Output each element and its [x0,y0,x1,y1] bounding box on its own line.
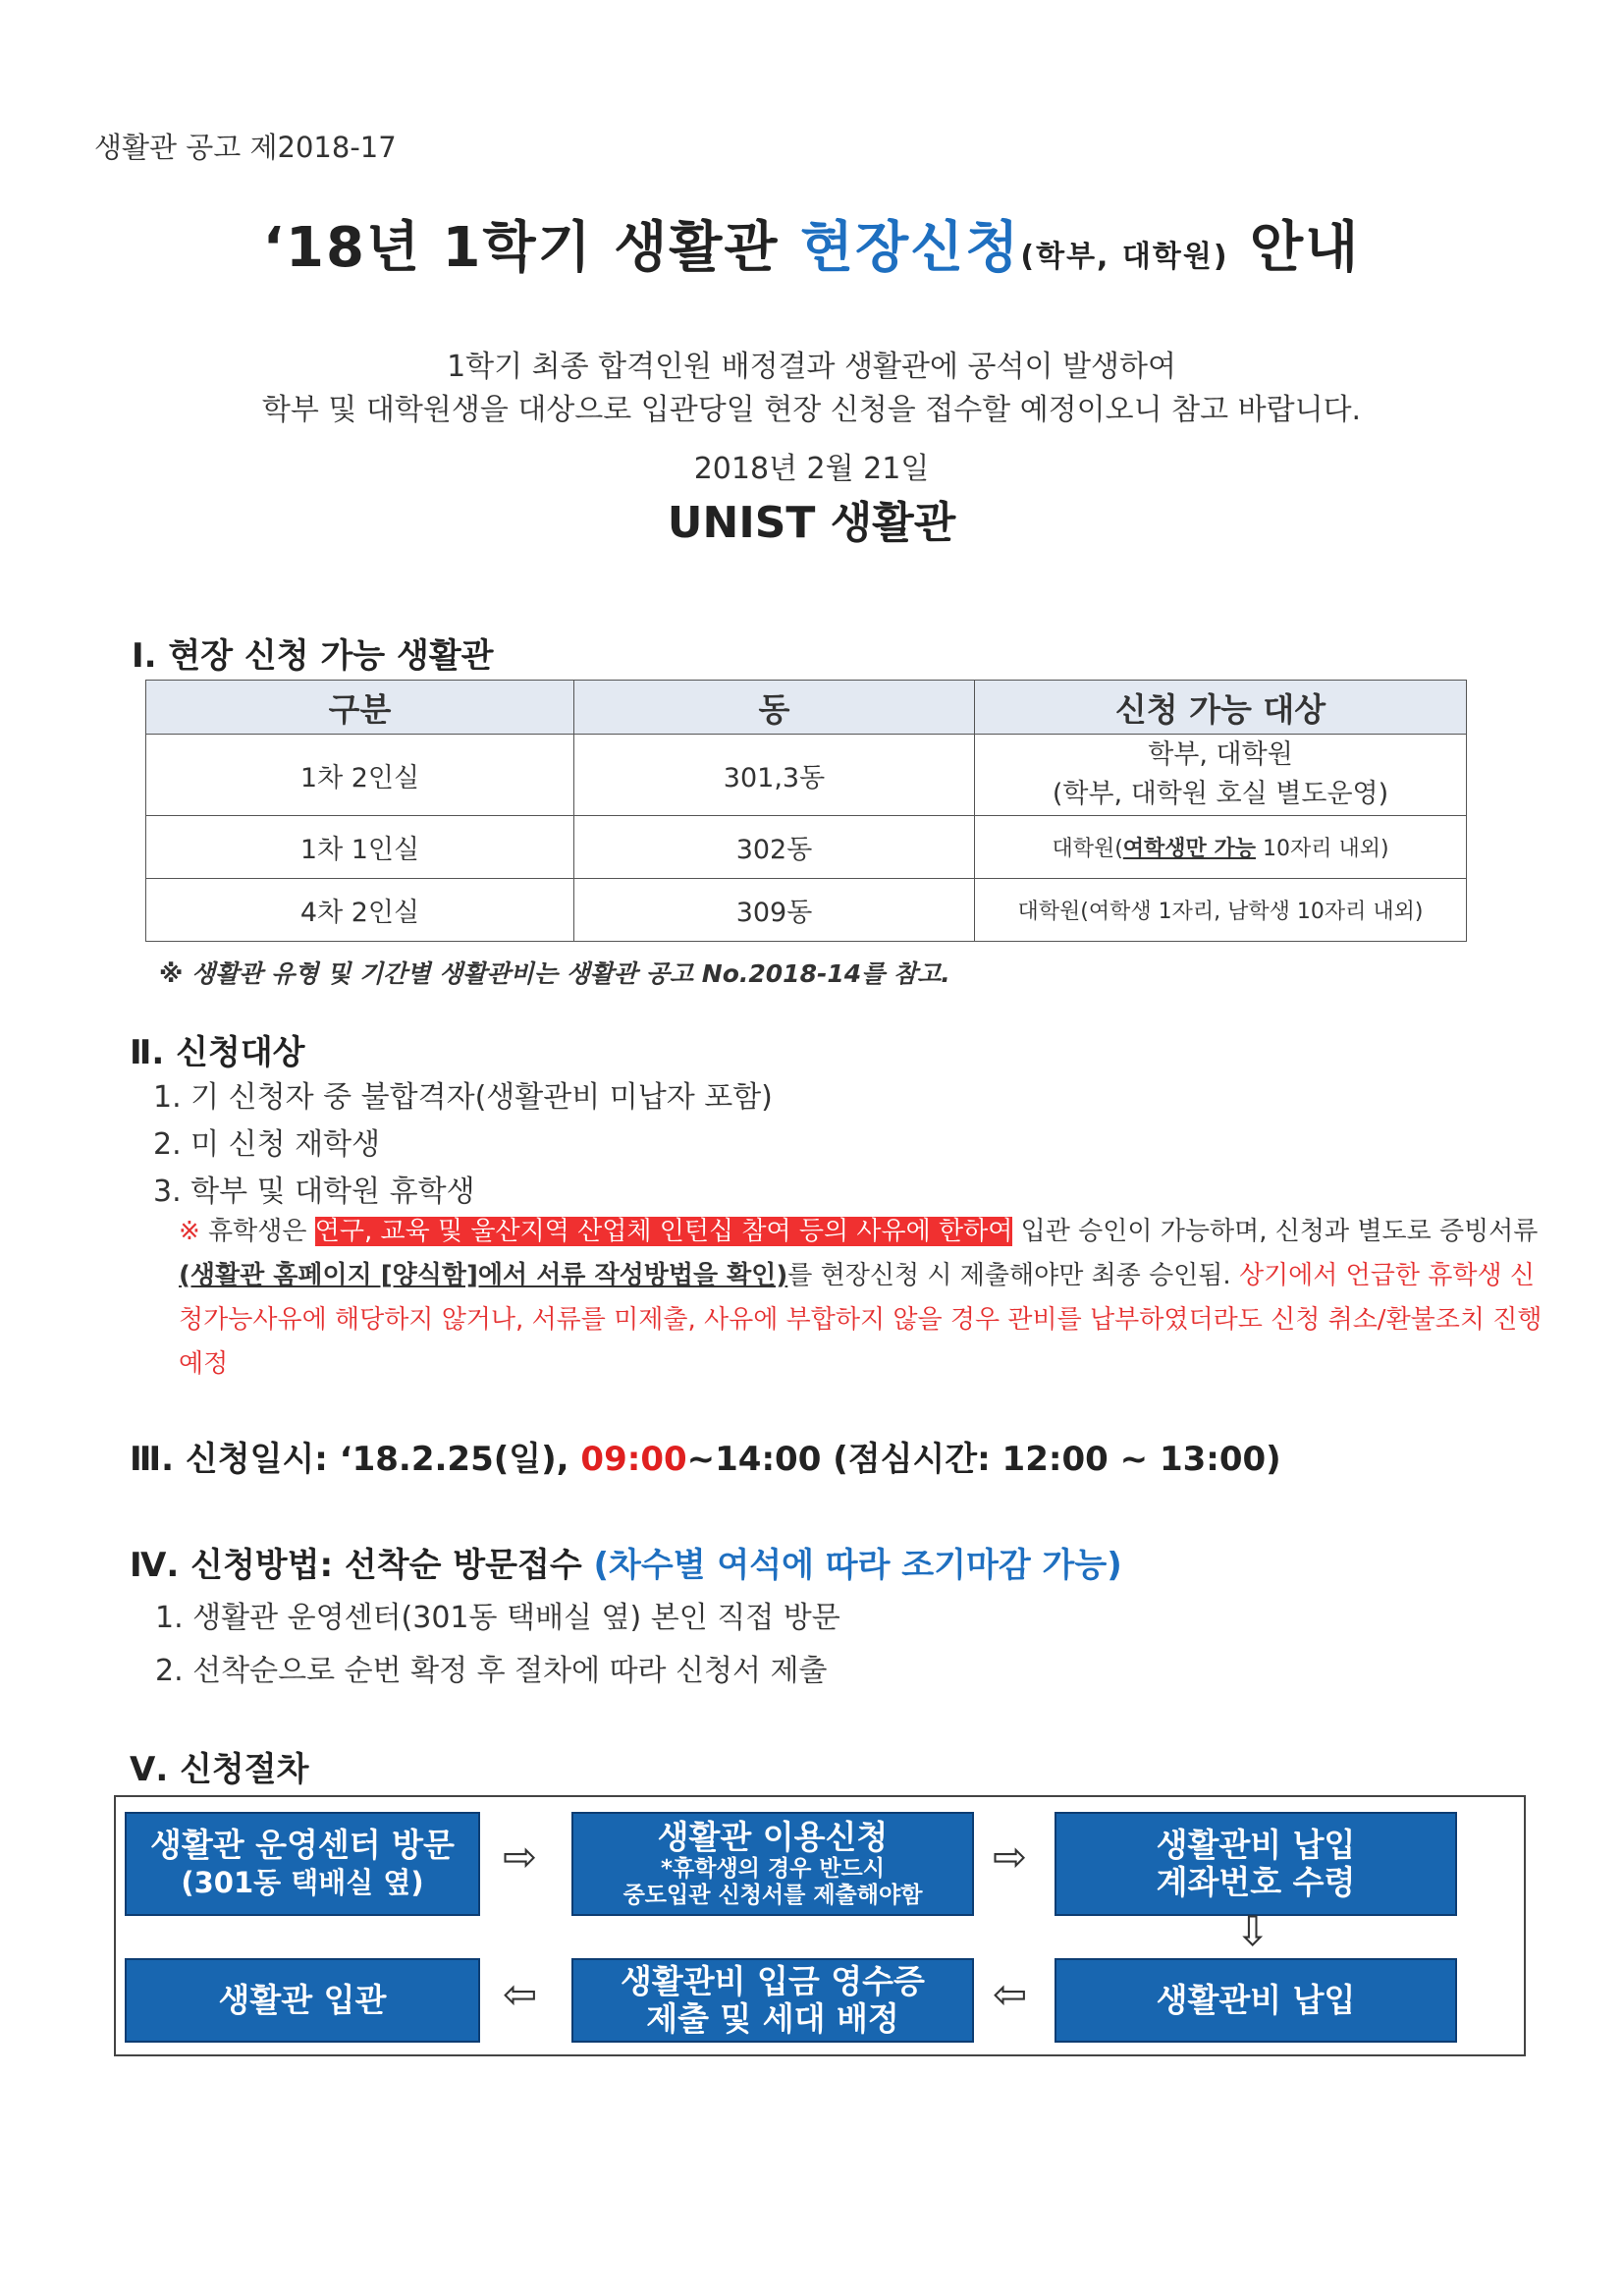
step1-line1: 생활관 운영센터 방문 [150,1826,455,1864]
note-text-c: 를 현장신청 시 제출해야만 최종 승인됨. [787,1261,1239,1290]
arrow-right-icon: ⇨ [503,1832,538,1881]
eligibility-item-1: 1. 기 신청자 중 불합격자(생활관비 미납자 포함) [153,1080,773,1115]
cell-target: 대학원(여학생 1자리, 남학생 10자리 내외) [975,879,1467,942]
schedule-start-time: 09:00 [580,1440,687,1479]
method-note: (차수별 여석에 따라 조기마감 가능) [593,1546,1122,1585]
title-part1: ‘18년 1학기 생활관 [262,216,800,280]
fee-reference-note: ※ 생활관 유형 및 기간별 생활관비는 생활관 공고 No.2018-14를 참고. [159,959,950,988]
step-visit-center [125,1812,480,1916]
note-text-a: 휴학생은 [199,1217,315,1246]
cell-type: 1차 2인실 [146,735,574,816]
cell-target-line2: (학부, 대학원 호실 별도운영) [1052,779,1389,809]
step-apply [571,1812,974,1916]
cell-building: 301,3동 [574,735,975,816]
section4-heading [130,1538,1122,1586]
arrow-left-icon: ⇦ [503,1970,538,2018]
header-type: 구분 [146,681,574,735]
header-building: 동 [574,681,975,735]
title-part2: 안내 [1228,216,1361,280]
cell-type: 4차 2인실 [146,879,574,942]
notice-date: 2018년 2월 21일 [693,452,930,486]
arrow-left-icon: ⇦ [993,1970,1028,2018]
organization-name: UNIST 생활관 [667,498,956,548]
step4-line1: 생활관비 납입 [1156,1981,1356,2019]
step2-line1: 생활관 이용신청 [657,1818,889,1856]
rooms-table [145,680,1467,942]
step3-line2: 계좌번호 수령 [1156,1863,1356,1901]
step5-line2: 제출 및 세대 배정 [646,1999,899,2038]
step5-line1: 생활관비 입금 영수증 [621,1962,925,2000]
method-item-1: 1. 생활관 운영센터(301동 택배실 옆) 본인 직접 방문 [155,1601,840,1635]
table-row [146,816,1467,879]
arrow-down-icon: ⇩ [1235,1907,1271,1955]
cell-target-bold: 여학생만 가능 [1122,837,1256,861]
step2-line2: *휴학생의 경우 반드시 [660,1856,885,1882]
section2-heading: Ⅱ. 신청대상 [130,1033,305,1072]
cell-target [975,735,1467,816]
step1-line2: (301동 택배실 옆) [181,1866,424,1899]
arrow-right-icon: ⇨ [993,1832,1028,1881]
schedule-rest: ~14:00 (점심시간: 12:00 ~ 13:00) [686,1440,1281,1479]
method-item-2: 2. 선착순으로 순번 확정 후 절차에 따라 신청서 제출 [155,1654,828,1688]
table-row [146,735,1467,816]
table-header-row [146,681,1467,735]
cell-building: 302동 [574,816,975,879]
method-label: Ⅳ. 신청방법: 선착순 방문접수 [130,1546,594,1585]
cell-type: 1차 1인실 [146,816,574,879]
schedule-label: Ⅲ. 신청일시: ‘18.2.25(일), [130,1440,581,1479]
step-receive-account [1055,1812,1457,1916]
header-target: 신청 가능 대상 [975,681,1467,735]
note-underline: (생활관 홈페이지 [양식함]에서 서류 작성방법을 확인) [179,1261,788,1290]
title-highlight: 현장신청 [799,216,1021,280]
step2-line3: 중도입관 신청서를 제출해야함 [622,1883,923,1908]
leave-student-note [179,1210,1553,1387]
note-highlight: 연구, 교육 및 울산지역 산업체 인턴십 참여 등의 사유에 한하여 [314,1217,1013,1246]
cell-building: 309동 [574,879,975,942]
section1-heading: Ⅰ. 현장 신청 가능 생활관 [132,636,494,676]
title-small: (학부, 대학원) [1020,240,1229,274]
step6-line1: 생활관 입관 [218,1981,387,2019]
intro-line1: 1학기 최종 합격인원 배정결과 생활관에 공석이 발생하여 [447,350,1176,384]
intro-line2: 학부 및 대학원생을 대상으로 입관당일 현장 신청을 접수할 예정이오니 참고 바랍니다. [261,393,1362,427]
step-pay-fee [1055,1958,1457,2043]
cell-target-line1: 학부, 대학원 [1148,739,1293,770]
procedure-flowchart [114,1795,1526,2056]
eligibility-item-2: 2. 미 신청 재학생 [153,1127,381,1162]
step-move-in [125,1958,480,2043]
note-mark: ※ [179,1217,200,1246]
cell-target [975,816,1467,879]
step3-line1: 생활관비 납입 [1156,1826,1356,1864]
cell-target-post: 10자리 내외) [1255,837,1389,861]
table-row [146,879,1467,942]
notice-number: 생활관 공고 제2018-17 [94,131,397,164]
note-warning: 상기에서 언급한 휴학생 신청가능사유에 해당하지 않거나, 서류를 미제출, 사유에 부합하지 않을 경우 관비를 납부하였더라도 신청 취소/환불조치 진행 예정 [179,1261,1542,1379]
note-text-b: 입관 승인이 가능하며, 신청과 별도로 증빙서류 [1012,1217,1539,1246]
section5-heading: Ⅴ. 신청절차 [130,1750,309,1789]
page-title [0,204,1623,283]
section3-schedule [130,1432,1281,1480]
step-submit-receipt [571,1958,974,2043]
eligibility-item-3: 3. 학부 및 대학원 휴학생 [153,1175,475,1209]
cell-target-pre: 대학원( [1052,837,1123,861]
